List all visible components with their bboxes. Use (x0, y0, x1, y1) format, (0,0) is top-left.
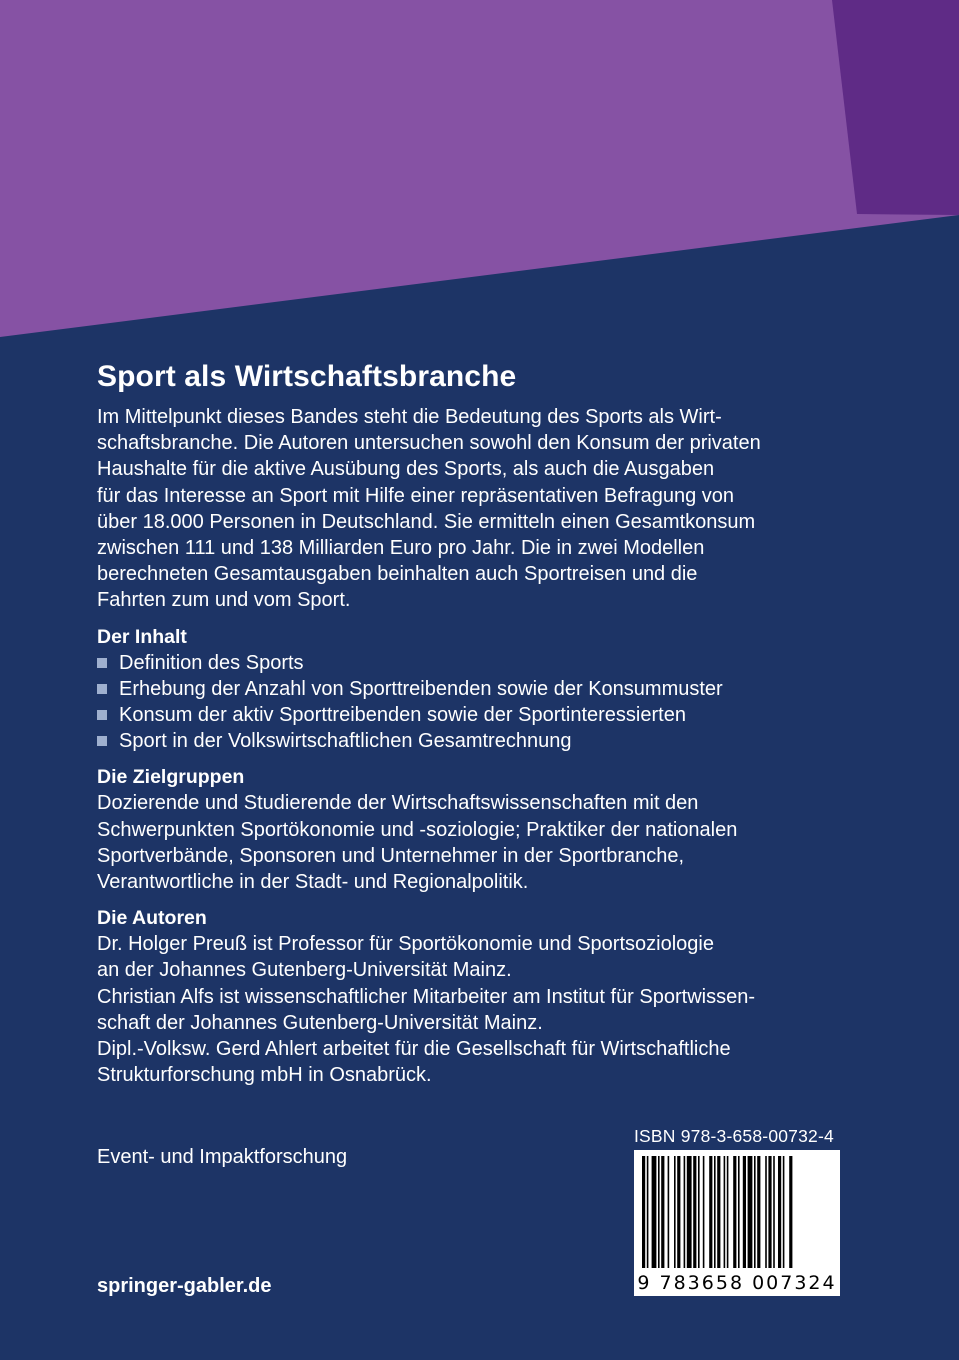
square-bullet-icon (97, 710, 107, 720)
barcode-bar (733, 1156, 736, 1268)
barcode-bar (717, 1156, 720, 1268)
barcode-bar (668, 1156, 670, 1268)
intro-line: Fahrten zum und vom Sport. (97, 589, 351, 612)
zielgruppen-line: Sportverbände, Sponsoren und Unternehmer in der Sportbranche, (97, 844, 685, 867)
barcode-bar (783, 1156, 785, 1268)
barcode-bar (748, 1156, 753, 1268)
barcode-bar (768, 1156, 771, 1268)
barcode-bar (693, 1156, 696, 1268)
barcode-digits: 9 783658 007324 (634, 1272, 840, 1294)
book-title: Sport als Wirtschaftsbranche (97, 360, 517, 393)
barcode-bar (684, 1156, 686, 1268)
list-item (97, 676, 857, 702)
series-name: Event- und Impaktforschung (97, 1146, 348, 1168)
barcode-bar (743, 1156, 746, 1268)
autoren-heading: Die Autoren (97, 907, 207, 930)
zielgruppen-line: Verantwortliche in der Stadt- und Regionalpolitik. (97, 871, 529, 894)
intro-line: für das Interesse an Sport mit Hilfe einer repräsentativen Befragung von (97, 484, 735, 507)
autoren-paragraph (97, 931, 857, 1088)
cover-text (97, 360, 857, 1088)
autoren-line: Dipl.-Volksw. Gerd Ahlert arbeitet für die Gesellschaft für Wirtschaftliche (97, 1038, 731, 1061)
intro-line: schaftsbranche. Die Autoren untersuchen sowohl den Konsum der privaten (97, 432, 761, 455)
list-item-text: Konsum der aktiv Sporttreibenden sowie der Sportinteressierten (119, 704, 686, 727)
barcode-bar (754, 1156, 756, 1268)
barcode-bar (658, 1156, 660, 1268)
barcode-bar (778, 1156, 781, 1268)
zielgruppen-line: Dozierende und Studierende der Wirtschaftswissenschaften mit den (97, 792, 699, 815)
isbn-label: ISBN 978-3-658-00732-4 (634, 1126, 834, 1146)
barcode-bar (642, 1156, 645, 1268)
inhalt-list (97, 650, 857, 755)
barcode-bar (698, 1156, 700, 1268)
list-item-text: Sport in der Volkswirtschaftlichen Gesamtrechnung (119, 730, 572, 753)
intro-line: zwischen 111 und 138 Milliarden Euro pro Jahr. Die in zwei Modellen (97, 537, 705, 560)
barcode-bar (674, 1156, 676, 1268)
barcode-bar (687, 1156, 692, 1268)
barcode-bar (724, 1156, 726, 1268)
barcode-bar (677, 1156, 680, 1268)
barcode-bar (727, 1156, 729, 1268)
barcode-bar (757, 1156, 760, 1268)
list-item (97, 702, 857, 728)
intro-line: über 18.000 Personen in Deutschland. Sie ermitteln einen Gesamtkonsum (97, 510, 756, 533)
autoren-line: Christian Alfs ist wissenschaftlicher Mitarbeiter am Institut für Sportwissen- (97, 985, 755, 1008)
square-bullet-icon (97, 684, 107, 694)
barcode-bar (703, 1156, 705, 1268)
barcode-bar (647, 1156, 649, 1268)
barcode-bar (652, 1156, 657, 1268)
barcode-bar (661, 1156, 664, 1268)
barcode-bar (773, 1156, 775, 1268)
intro-paragraph (97, 404, 857, 614)
autoren-line: an der Johannes Gutenberg-Universität Mainz. (97, 959, 512, 982)
zielgruppen-line: Schwerpunkten Sportökonomie und -soziologie; Praktiker der nationalen (97, 818, 738, 841)
barcode-bar (765, 1156, 767, 1268)
list-item-text: Erhebung der Anzahl von Sporttreibenden sowie der Konsummuster (119, 677, 723, 700)
intro-line: Haushalte für die aktive Ausübung des Sports, als auch die Ausgaben (97, 458, 715, 481)
square-bullet-icon (97, 736, 107, 746)
zielgruppen-paragraph (97, 790, 857, 895)
list-item (97, 650, 857, 676)
zielgruppen-heading: Die Zielgruppen (97, 766, 245, 789)
barcode-bar (714, 1156, 716, 1268)
list-item-text: Definition des Sports (119, 651, 304, 674)
autoren-line: Strukturforschung mbH in Osnabrück. (97, 1064, 432, 1087)
list-item (97, 728, 857, 754)
autoren-line: schaft der Johannes Gutenberg-Universität Mainz. (97, 1011, 543, 1034)
autoren-line: Dr. Holger Preuß ist Professor für Sportökonomie und Sportsoziologie (97, 933, 714, 956)
inhalt-heading: Der Inhalt (97, 625, 187, 648)
intro-line: berechneten Gesamtausgaben beinhalten auch Sportreisen und die (97, 563, 698, 586)
square-bullet-icon (97, 658, 107, 668)
barcode-bar (709, 1156, 712, 1268)
isbn-barcode (634, 1150, 840, 1296)
barcode-bar (789, 1156, 792, 1268)
publisher-website: springer-gabler.de (97, 1275, 272, 1297)
intro-line: Im Mittelpunkt dieses Bandes steht die Bedeutung des Sports als Wirt- (97, 406, 722, 428)
barcode-bar (738, 1156, 740, 1268)
